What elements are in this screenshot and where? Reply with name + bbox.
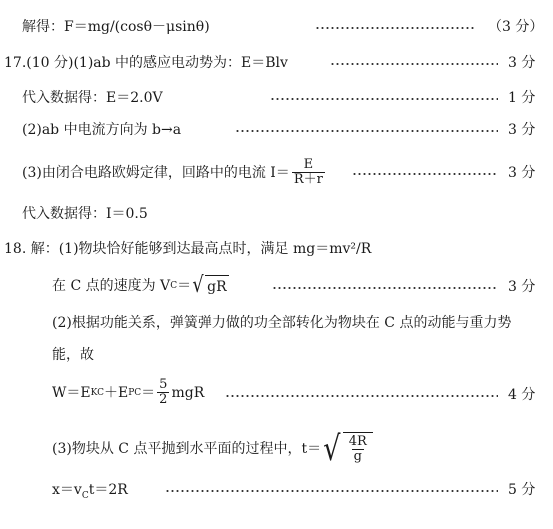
- score-label: 3 分: [508, 165, 536, 181]
- answer-line-2: [4, 54, 288, 72]
- answer-line-1: [22, 18, 210, 36]
- score-label: 4 分: [508, 387, 536, 403]
- fraction-numerator: 4R: [348, 434, 367, 449]
- line-text: (3)由闭合电路欧姆定律，回路中的电流 I＝: [22, 164, 290, 181]
- answer-line-8: [52, 275, 229, 297]
- leader-dots: [315, 27, 475, 29]
- answer-line-13: [52, 481, 128, 505]
- score-label: 5 分: [508, 482, 536, 498]
- score-label: 3 分: [508, 122, 536, 138]
- line-text: ＝: [141, 384, 156, 401]
- answer-line-5: [22, 158, 327, 187]
- score-label: 1 分: [508, 90, 536, 106]
- leader-dots: [235, 130, 498, 132]
- square-root: [191, 275, 229, 297]
- line-text: 能，故: [52, 347, 94, 363]
- fraction: [292, 158, 325, 187]
- answer-line-4: [22, 121, 181, 139]
- answer-line-9: [52, 314, 511, 332]
- leader-dots: [330, 63, 498, 65]
- radicand: [343, 432, 373, 466]
- answer-line-3: [22, 89, 163, 107]
- radical-sign-icon: √: [192, 273, 204, 298]
- leader-dots: [352, 173, 498, 175]
- line-text: (3)物块从 C 点平抛到水平面的过程中，t＝: [52, 441, 322, 457]
- fraction-denominator: R＋r: [293, 172, 323, 187]
- line-text: 在 C 点的速度为 V: [52, 278, 171, 294]
- line-text: (2)根据功能关系，弹簧弹力做的功全部转化为物块在 C 点的动能与重力势: [52, 315, 512, 331]
- radicand: gR: [205, 275, 229, 297]
- line-text: W＝E: [52, 384, 91, 401]
- leader-dots: [272, 287, 498, 289]
- subscript: C: [81, 490, 89, 501]
- line-text: 解得：F＝mg/(cosθ－μsinθ): [22, 19, 210, 35]
- answer-line-12: [52, 429, 373, 469]
- line-text: ＝: [177, 278, 192, 294]
- line-text: 18. 解：(1)物块恰好能够到达最高点时，满足 mg＝mv²/R: [4, 241, 372, 257]
- answer-line-10: [52, 346, 94, 364]
- line-text: (2)ab 中电流方向为 b→a: [22, 122, 182, 138]
- score-label: 3 分: [508, 279, 536, 295]
- line-text: ＋E: [103, 384, 129, 401]
- line-text: x＝v: [52, 482, 82, 498]
- subscript: C: [170, 281, 178, 291]
- fraction-denominator: g: [353, 449, 362, 464]
- subscript: PC: [128, 387, 142, 398]
- fraction-numerator: 5: [159, 377, 168, 392]
- fraction: [347, 435, 369, 464]
- leader-dots: [225, 395, 498, 397]
- subscript: KC: [90, 387, 104, 398]
- line-text: 17.(10 分)(1)ab 中的感应电动势为：E＝Blv: [4, 55, 288, 71]
- leader-dots: [165, 490, 498, 492]
- fraction: [157, 378, 169, 407]
- leader-dots: [270, 98, 498, 100]
- fraction-numerator: E: [303, 157, 314, 172]
- answer-line-7: [4, 240, 371, 258]
- square-root: [321, 429, 373, 469]
- line-text: 代入数据得：E＝2.0V: [22, 90, 163, 106]
- line-text: 代入数据得：I＝0.5: [22, 206, 148, 222]
- line-text: t＝2R: [88, 482, 128, 498]
- score-label: （3 分）: [488, 19, 544, 35]
- line-text: mgR: [171, 384, 205, 401]
- answer-line-6: [22, 205, 148, 223]
- fraction-denominator: 2: [159, 392, 168, 407]
- score-label: 3 分: [508, 55, 536, 71]
- radical-sign-icon: √: [323, 429, 341, 469]
- answer-line-11: [52, 378, 204, 407]
